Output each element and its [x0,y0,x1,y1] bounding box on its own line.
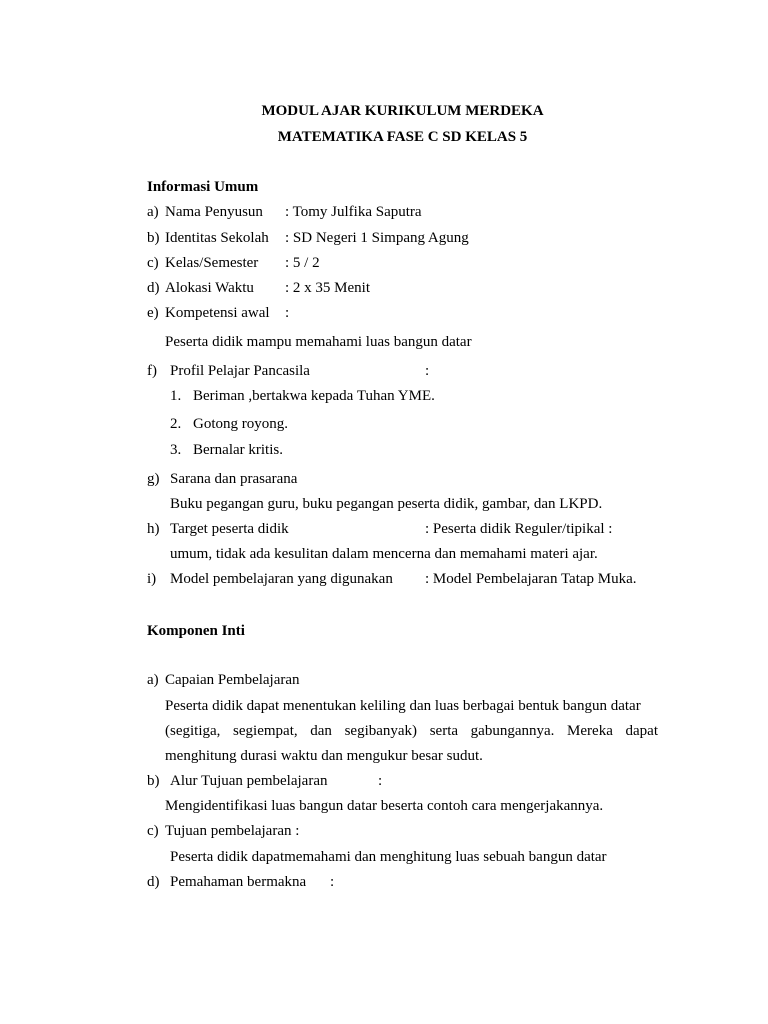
item-marker: e) [147,305,159,321]
sarana-label: Sarana dan prasarana [170,471,298,487]
item-marker: f) [147,363,157,379]
sarana-text: Buku pegangan guru, buku pegangan peserta didik, gambar, dan LKPD. [170,496,603,512]
list-number: 3. [170,442,182,458]
alur-tujuan-colon: : [378,773,383,789]
model-pembelajaran-value: : Model Pembelajaran Tatap Muka. [425,571,637,587]
profil-pelajar-colon: : [425,363,430,379]
item-marker: c) [147,823,159,839]
kompetensi-awal-text: Peserta didik mampu memahami luas bangun datar [165,334,472,350]
item-marker: a) [147,204,159,220]
capaian-line: menghitung durasi waktu dan mengukur besar sudut. [165,748,483,764]
model-pembelajaran-label: Model pembelajaran yang digunakan [170,571,393,587]
alokasi-waktu-value: : 2 x 35 Menit [285,280,370,296]
alur-tujuan-text: Mengidentifikasi luas bangun datar beserta contoh cara mengerjakannya. [165,798,604,814]
item-marker: d) [147,280,160,296]
capaian-line: (segitiga, segiempat, dan segibanyak) serta gabungannya. Mereka dapat [165,723,658,739]
alur-tujuan-label: Alur Tujuan pembelajaran [170,773,328,789]
kelas-semester-value: : 5 / 2 [285,255,320,271]
target-peserta-label: Target peserta didik [170,521,289,537]
profil-pelajar-label: Profil Pelajar Pancasila [170,363,310,379]
capaian-label: Capaian Pembelajaran [165,672,300,688]
heading-komponen-inti: Komponen Inti [147,623,245,639]
target-peserta-text: umum, tidak ada kesulitan dalam mencerna dan memahami materi ajar. [170,546,598,562]
identitas-sekolah-value: : SD Negeri 1 Simpang Agung [285,230,469,246]
kompetensi-awal-colon: : [285,305,290,321]
kompetensi-awal-label: Kompetensi awal [165,305,270,321]
list-number: 1. [170,388,182,404]
item-marker: g) [147,471,160,487]
heading-informasi-umum: Informasi Umum [147,179,259,195]
item-marker: h) [147,521,160,537]
list-item: Beriman ,bertakwa kepada Tuhan YME. [193,388,435,404]
list-number: 2. [170,416,182,432]
nama-penyusun-value: : Tomy Julfika Saputra [285,204,422,220]
item-marker: c) [147,255,159,271]
item-marker: b) [147,230,160,246]
item-marker: a) [147,672,159,688]
list-item: Bernalar kritis. [193,442,283,458]
alokasi-waktu-label: Alokasi Waktu [165,280,254,296]
item-marker: d) [147,874,160,890]
document-subtitle: MATEMATIKA FASE C SD KELAS 5 [277,129,528,145]
kelas-semester-label: Kelas/Semester [165,255,259,271]
tujuan-text: Peserta didik dapatmemahami dan menghitung luas sebuah bangun datar [170,849,607,865]
document-title: MODUL AJAR KURIKULUM MERDEKA [261,103,544,119]
pemahaman-colon: : [330,874,335,890]
target-peserta-value: : Peserta didik Reguler/tipikal : [425,521,613,537]
identitas-sekolah-label: Identitas Sekolah [165,230,269,246]
item-marker: b) [147,773,160,789]
item-marker: i) [147,571,157,587]
list-item: Gotong royong. [193,416,288,432]
nama-penyusun-label: Nama Penyusun [165,204,263,220]
capaian-line: Peserta didik dapat menentukan keliling dan luas berbagai bentuk bangun datar [165,698,641,714]
pemahaman-label: Pemahaman bermakna [170,874,307,890]
tujuan-label: Tujuan pembelajaran : [165,823,300,839]
